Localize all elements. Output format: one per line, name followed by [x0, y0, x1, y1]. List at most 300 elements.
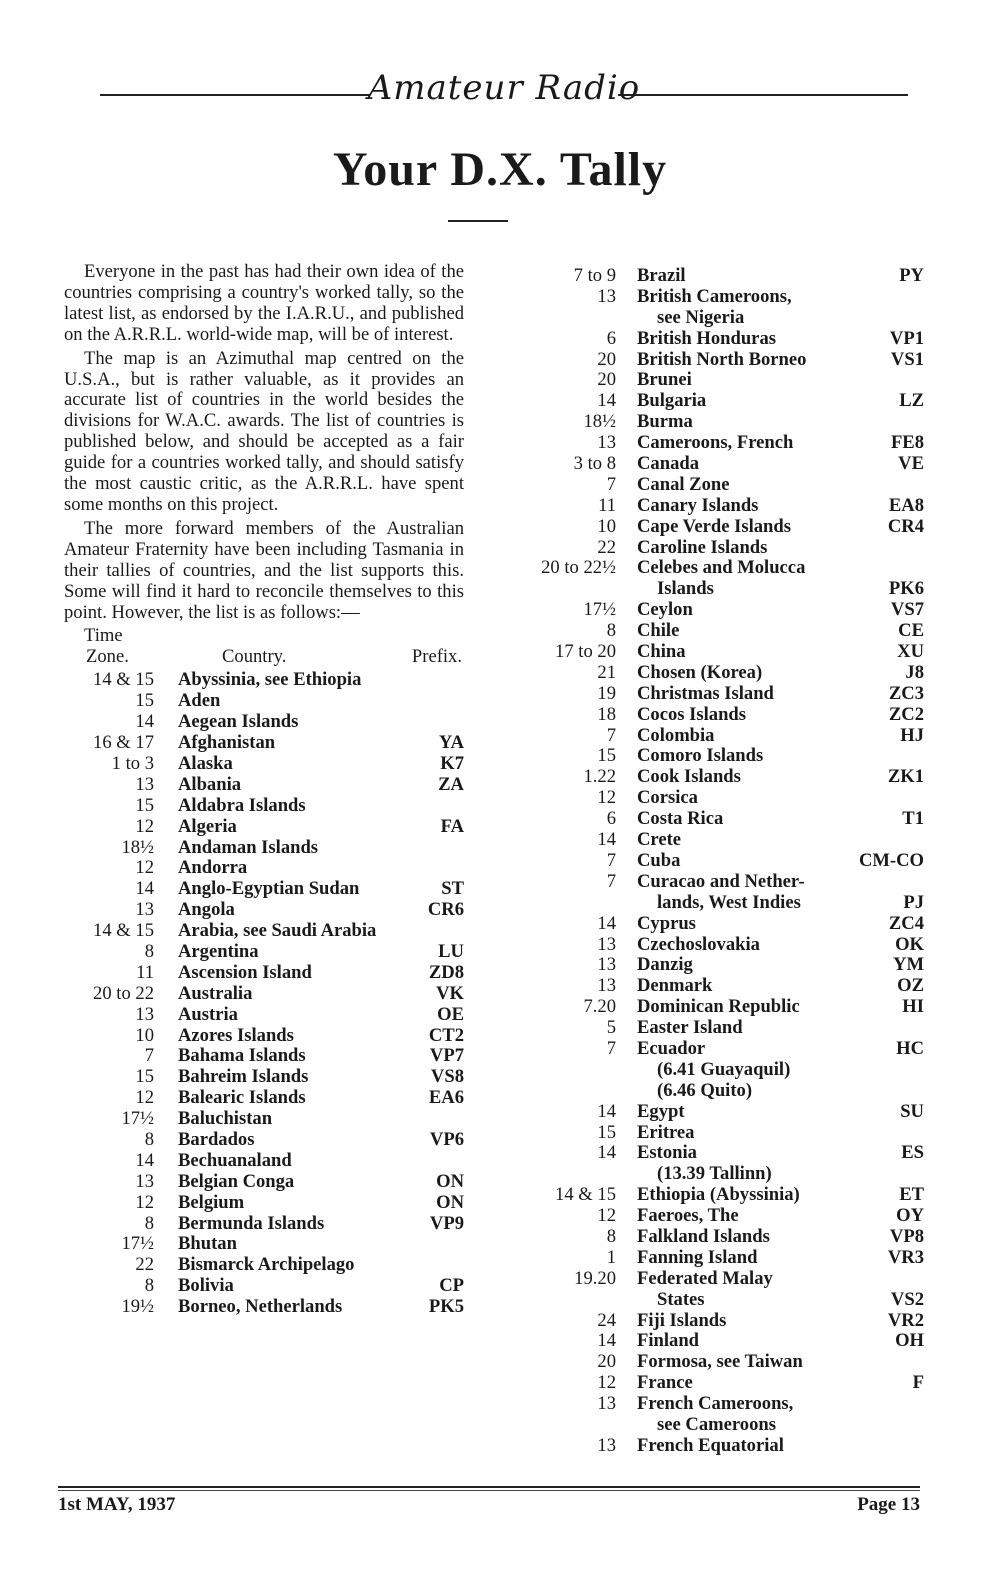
call-prefix: CT2 — [428, 1024, 464, 1046]
time-zone: 12 — [597, 1372, 616, 1394]
call-prefix: EA6 — [428, 1087, 464, 1109]
time-zone: 17½ — [583, 599, 616, 621]
time-zone: 17½ — [121, 1233, 154, 1255]
time-zone: 14 — [135, 1149, 154, 1171]
country-name: British Cameroons, — [637, 285, 792, 307]
time-zone: 12 — [597, 1205, 616, 1227]
country-row — [520, 851, 924, 872]
call-prefix: ZK1 — [887, 766, 924, 788]
time-zone: 15 — [135, 1066, 154, 1088]
call-prefix: HC — [896, 1037, 924, 1059]
call-prefix: ES — [901, 1142, 924, 1164]
country-name: (13.39 Tallinn) — [657, 1163, 772, 1185]
time-zone: 7 — [606, 473, 616, 495]
country-row — [520, 914, 924, 935]
country-name: Cook Islands — [637, 766, 741, 788]
call-prefix: VP6 — [429, 1129, 464, 1150]
country-row — [64, 1130, 464, 1151]
country-row — [64, 733, 464, 754]
country-name: French Cameroons, — [637, 1393, 794, 1415]
country-row — [64, 1172, 464, 1193]
country-row — [520, 1143, 924, 1164]
time-zone: 11 — [136, 961, 154, 983]
time-zone: 17 to 20 — [555, 641, 616, 663]
country-row — [64, 838, 464, 859]
country-name: Andorra — [178, 857, 248, 879]
country-list-left — [64, 670, 464, 1318]
call-prefix: VS8 — [430, 1066, 464, 1088]
time-zone: 13 — [597, 1434, 616, 1456]
time-zone: 10 — [135, 1024, 154, 1046]
call-prefix: VP1 — [889, 327, 924, 349]
country-row — [520, 1206, 924, 1227]
country-name: Fanning Island — [637, 1246, 758, 1268]
country-row — [64, 1276, 464, 1297]
call-prefix: XU — [897, 641, 924, 663]
call-prefix: VP7 — [429, 1045, 464, 1067]
country-name: Crete — [637, 829, 682, 851]
country-name: Alaska — [178, 752, 233, 774]
country-row — [520, 1248, 924, 1269]
country-name: Bardados — [178, 1129, 255, 1150]
country-row — [520, 600, 924, 621]
country-name: Brazil — [637, 265, 686, 286]
time-zone: 1 — [606, 1246, 616, 1268]
country-name: Aden — [178, 690, 221, 712]
country-row — [520, 1227, 924, 1248]
country-name: Caroline Islands — [637, 536, 768, 558]
time-zone: 17½ — [121, 1108, 154, 1130]
time-zone: 15 — [135, 690, 154, 712]
call-prefix: PJ — [903, 891, 924, 913]
country-row — [64, 1005, 464, 1026]
country-row — [520, 1039, 924, 1060]
call-prefix: FE8 — [890, 432, 924, 454]
country-row — [520, 726, 924, 747]
time-zone: 13 — [597, 975, 616, 997]
country-row — [520, 329, 924, 350]
time-zone: 8 — [606, 620, 616, 642]
country-row — [64, 670, 464, 691]
call-prefix: PY — [899, 265, 924, 286]
time-zone: 18½ — [583, 411, 616, 433]
country-name: see Nigeria — [657, 306, 745, 328]
country-row — [520, 308, 924, 329]
country-row — [64, 1026, 464, 1047]
country-row — [520, 454, 924, 475]
country-name: Balearic Islands — [178, 1087, 306, 1109]
call-prefix: ON — [436, 1170, 464, 1192]
time-zone: 13 — [135, 899, 154, 921]
time-zone: 14 — [135, 711, 154, 733]
call-prefix: ET — [899, 1184, 924, 1206]
time-zone: 12 — [135, 815, 154, 837]
country-row — [520, 746, 924, 767]
time-zone: 14 & 15 — [555, 1184, 616, 1206]
country-row — [520, 1081, 924, 1102]
time-zone: 3 to 8 — [573, 453, 616, 475]
call-prefix: F — [912, 1372, 924, 1394]
time-zone: 7 — [606, 1037, 616, 1059]
country-name: Federated Malay — [637, 1267, 773, 1289]
time-zone: 15 — [597, 1121, 616, 1143]
country-row — [520, 287, 924, 308]
call-prefix: ST — [441, 878, 464, 900]
country-name: see Cameroons — [657, 1413, 776, 1435]
footer-rule-thin — [58, 1490, 920, 1491]
country-row — [64, 712, 464, 733]
call-prefix: OY — [896, 1205, 924, 1227]
country-row — [520, 893, 924, 914]
time-zone: 19.20 — [574, 1267, 616, 1289]
country-row — [520, 558, 924, 579]
country-row — [520, 935, 924, 956]
country-row — [64, 817, 464, 838]
call-prefix: YM — [893, 954, 924, 976]
time-zone: 22 — [597, 536, 616, 558]
country-name: (6.41 Guayaquil) — [657, 1058, 791, 1080]
title-divider — [448, 220, 508, 222]
country-name: Bismarck Archipelago — [178, 1254, 355, 1276]
header-time: Time — [84, 625, 123, 647]
country-name: Curacao and Nether- — [637, 870, 805, 892]
country-name: Bolivia — [178, 1275, 234, 1297]
country-name: Corsica — [637, 787, 698, 809]
country-name: Borneo, Netherlands — [178, 1296, 343, 1318]
time-zone: 15 — [135, 794, 154, 816]
time-zone: 14 — [597, 1142, 616, 1164]
country-row — [520, 1352, 924, 1373]
country-row — [520, 391, 924, 412]
time-zone: 18½ — [121, 836, 154, 858]
time-zone: 13 — [135, 1170, 154, 1192]
country-row — [520, 475, 924, 496]
country-row — [64, 1067, 464, 1088]
country-name: Fiji Islands — [637, 1309, 727, 1331]
call-prefix: ZC2 — [888, 703, 924, 725]
time-zone: 12 — [135, 1087, 154, 1109]
country-name: China — [637, 641, 686, 663]
call-prefix: PK5 — [428, 1296, 464, 1318]
country-name: (6.46 Quito) — [657, 1079, 753, 1101]
country-name: Anglo-Egyptian Sudan — [178, 878, 360, 900]
country-row — [520, 830, 924, 851]
call-prefix: J8 — [905, 661, 924, 683]
country-name: Bermunda Islands — [178, 1212, 325, 1234]
country-name: lands, West Indies — [657, 891, 801, 913]
country-name: Algeria — [178, 815, 237, 837]
country-row — [520, 1102, 924, 1123]
time-zone: 1 to 3 — [111, 752, 154, 774]
time-zone: 20 — [597, 369, 616, 391]
call-prefix: ZC3 — [888, 682, 924, 704]
time-zone: 16 & 17 — [93, 732, 154, 754]
country-row — [64, 921, 464, 942]
country-name: Chosen (Korea) — [637, 661, 763, 683]
time-zone: 12 — [135, 857, 154, 879]
call-prefix: LZ — [899, 390, 924, 412]
country-row — [520, 1436, 924, 1457]
country-row — [520, 663, 924, 684]
call-prefix: VP9 — [429, 1212, 464, 1234]
time-zone: 7 — [606, 849, 616, 871]
country-name: Czechoslovakia — [637, 933, 760, 955]
country-list-right — [520, 266, 924, 1457]
country-row — [520, 370, 924, 391]
country-name: Ascension Island — [178, 961, 312, 983]
time-zone: 14 — [597, 1330, 616, 1352]
time-zone: 1.22 — [583, 766, 616, 788]
time-zone: 14 & 15 — [93, 920, 154, 942]
time-zone: 12 — [135, 1191, 154, 1213]
time-zone: 14 — [597, 912, 616, 934]
call-prefix: VP8 — [889, 1225, 924, 1247]
country-row — [520, 705, 924, 726]
call-prefix: ZC4 — [888, 912, 924, 934]
country-name: Angola — [178, 899, 235, 921]
time-zone: 20 to 22½ — [541, 557, 616, 579]
country-row — [64, 1088, 464, 1109]
time-zone: 10 — [597, 515, 616, 537]
country-row — [520, 809, 924, 830]
time-zone: 11 — [598, 494, 616, 516]
country-row — [520, 579, 924, 600]
country-name: Albania — [178, 773, 242, 795]
time-zone: 13 — [597, 1393, 616, 1415]
country-name: Colombia — [637, 724, 715, 746]
call-prefix: VS7 — [890, 599, 924, 621]
time-zone: 21 — [597, 661, 616, 683]
time-zone: 13 — [135, 773, 154, 795]
country-row — [520, 1185, 924, 1206]
country-row — [520, 684, 924, 705]
time-zone: 5 — [606, 1017, 616, 1039]
call-prefix: VE — [898, 453, 924, 475]
country-row — [520, 538, 924, 559]
header-zone: Zone. — [86, 646, 129, 668]
time-zone: 22 — [135, 1254, 154, 1276]
time-zone: 20 to 22 — [93, 982, 154, 1004]
masthead — [100, 68, 908, 120]
country-name: Cyprus — [637, 912, 696, 934]
country-row — [520, 1164, 924, 1185]
call-prefix: PK6 — [888, 578, 924, 600]
country-name: Cape Verde Islands — [637, 515, 791, 537]
country-row — [520, 642, 924, 663]
country-row — [520, 621, 924, 642]
country-row — [64, 754, 464, 775]
country-name: Falkland Islands — [637, 1225, 770, 1247]
country-row — [520, 1415, 924, 1436]
time-zone: 7 — [606, 870, 616, 892]
call-prefix: CM-CO — [858, 849, 924, 871]
country-name: Australia — [178, 982, 253, 1004]
call-prefix: HJ — [900, 724, 924, 746]
country-name: Cuba — [637, 849, 681, 871]
country-name: Arabia, see Saudi Arabia — [178, 920, 377, 942]
call-prefix: FA — [440, 815, 464, 837]
country-row — [64, 858, 464, 879]
call-prefix: OH — [895, 1330, 924, 1352]
time-zone: 18 — [597, 703, 616, 725]
time-zone: 20 — [597, 1351, 616, 1373]
country-row — [520, 976, 924, 997]
time-zone: 19 — [597, 682, 616, 704]
country-name: Belgium — [178, 1191, 245, 1213]
country-name: Chile — [637, 620, 680, 642]
country-row — [64, 963, 464, 984]
country-name: Burma — [637, 411, 693, 433]
country-name: Denmark — [637, 975, 713, 997]
time-zone: 13 — [597, 954, 616, 976]
country-name: Bahreim Islands — [178, 1066, 309, 1088]
country-row — [64, 1297, 464, 1318]
country-name: Aegean Islands — [178, 711, 299, 733]
country-row — [64, 691, 464, 712]
header-prefix: Prefix. — [411, 646, 462, 668]
country-name: Bulgaria — [637, 390, 707, 412]
country-row — [64, 942, 464, 963]
country-row — [520, 433, 924, 454]
time-zone: 13 — [135, 1003, 154, 1025]
country-name: Ecuador — [637, 1037, 706, 1059]
country-row — [520, 1123, 924, 1144]
country-name: Cameroons, French — [637, 432, 794, 454]
country-name: British North Borneo — [637, 348, 807, 370]
country-name: Austria — [178, 1003, 238, 1025]
call-prefix: ZA — [438, 773, 464, 795]
country-row — [520, 955, 924, 976]
intro-paragraph-3: The more forward members of the Australian Amateur Fraternity have been including Tasmania in their tallies of countries, and the list supports this. Some will find it hard to reconcile themselves to this point. However, the list is as follows:— — [64, 517, 464, 623]
country-row — [64, 1214, 464, 1235]
country-name: Costa Rica — [637, 808, 724, 830]
call-prefix: SU — [900, 1100, 924, 1122]
time-zone: 13 — [597, 432, 616, 454]
country-name: Bhutan — [178, 1233, 237, 1255]
country-name: Andaman Islands — [178, 836, 319, 858]
country-name: Celebes and Molucca — [637, 557, 806, 579]
issue-date: 1st MAY, 1937 — [58, 1494, 176, 1515]
country-row — [64, 1109, 464, 1130]
time-zone: 8 — [606, 1225, 616, 1247]
intro-paragraph-1: Everyone in the past has had their own idea of the countries comprising a country's worked tally, so the latest list, as endorsed by the I.A.R.U., and published on the A.R.R.L. world-wide map, will be of interest. — [64, 261, 464, 345]
country-name: Egypt — [637, 1100, 685, 1122]
country-row — [520, 997, 924, 1018]
intro-paragraph-2: The map is an Azimuthal map centred on the U.S.A., but is rather valuable, as it provides an accurate list of countries in the world besides the divisions for W.A.C. awards. The list of countries is published below, and should be accepted as a fair guide for a countries worked tally, and should satisfy the most caustic critic, as the A.R.R.L. have spent some months on this project. — [64, 347, 464, 515]
country-row — [520, 1018, 924, 1039]
country-name: Ceylon — [637, 599, 693, 621]
call-prefix: HI — [902, 996, 924, 1018]
call-prefix: CR6 — [427, 899, 464, 921]
call-prefix: OZ — [897, 975, 924, 997]
right-column — [520, 266, 924, 1457]
call-prefix: CP — [439, 1275, 464, 1297]
country-row — [520, 266, 924, 287]
country-row — [520, 1394, 924, 1415]
call-prefix: ZD8 — [428, 961, 464, 983]
country-name: Bahama Islands — [178, 1045, 306, 1067]
time-zone: 8 — [144, 940, 154, 962]
country-name: Azores Islands — [178, 1024, 294, 1046]
call-prefix: K7 — [440, 752, 464, 774]
country-row — [520, 788, 924, 809]
country-row — [64, 1151, 464, 1172]
country-name: Islands — [657, 578, 714, 600]
time-zone: 14 — [135, 878, 154, 900]
call-prefix: CE — [898, 620, 924, 642]
footer-rule — [58, 1486, 920, 1488]
call-prefix: EA8 — [888, 494, 924, 516]
country-row — [520, 1373, 924, 1394]
time-zone: 6 — [606, 327, 616, 349]
call-prefix: VS1 — [890, 348, 924, 370]
header-country: Country. — [222, 646, 287, 668]
call-prefix: VR2 — [887, 1309, 924, 1331]
country-name: Estonia — [637, 1142, 697, 1164]
country-name: British Honduras — [637, 327, 776, 349]
country-row — [64, 1046, 464, 1067]
time-zone: 14 — [597, 1100, 616, 1122]
country-name: Abyssinia, see Ethiopia — [178, 669, 362, 691]
country-row — [520, 1269, 924, 1290]
country-row — [64, 1255, 464, 1276]
country-name: Belgian Conga — [178, 1170, 295, 1192]
country-name: States — [657, 1288, 705, 1310]
time-zone: 6 — [606, 808, 616, 830]
call-prefix: OE — [437, 1003, 464, 1025]
country-row — [64, 900, 464, 921]
call-prefix: ON — [436, 1191, 464, 1213]
country-row — [64, 796, 464, 817]
time-zone: 24 — [597, 1309, 616, 1331]
country-name: France — [637, 1372, 693, 1394]
country-row — [520, 767, 924, 788]
country-name: Dominican Republic — [637, 996, 800, 1018]
country-row — [64, 879, 464, 900]
country-row — [520, 412, 924, 433]
time-zone: 8 — [144, 1212, 154, 1234]
page-title: Your D.X. Tally — [332, 143, 668, 196]
country-name: French Equatorial — [637, 1434, 784, 1456]
country-name: Argentina — [178, 940, 259, 962]
country-name: Eritrea — [637, 1121, 695, 1143]
country-row — [64, 1193, 464, 1214]
country-row — [520, 496, 924, 517]
country-row — [520, 872, 924, 893]
country-name: Danzig — [637, 954, 693, 976]
time-zone: 7 — [606, 724, 616, 746]
country-name: Comoro Islands — [637, 745, 764, 767]
page-number: Page 13 — [857, 1494, 920, 1515]
left-column — [64, 262, 464, 1318]
country-row — [520, 1290, 924, 1311]
time-zone: 7 to 9 — [573, 265, 616, 286]
time-zone: 13 — [597, 933, 616, 955]
table-header — [64, 626, 464, 670]
country-name: Formosa, see Taiwan — [637, 1351, 803, 1373]
country-row — [64, 1234, 464, 1255]
country-name: Bechuanaland — [178, 1149, 292, 1171]
country-name: Easter Island — [637, 1017, 743, 1039]
time-zone: 8 — [144, 1275, 154, 1297]
country-row — [520, 1060, 924, 1081]
country-row — [64, 984, 464, 1005]
country-row — [520, 1331, 924, 1352]
call-prefix: CR4 — [887, 515, 924, 537]
country-name: Canada — [637, 453, 700, 475]
time-zone: 14 — [597, 829, 616, 851]
masthead-logo: Amateur Radio — [367, 68, 641, 108]
